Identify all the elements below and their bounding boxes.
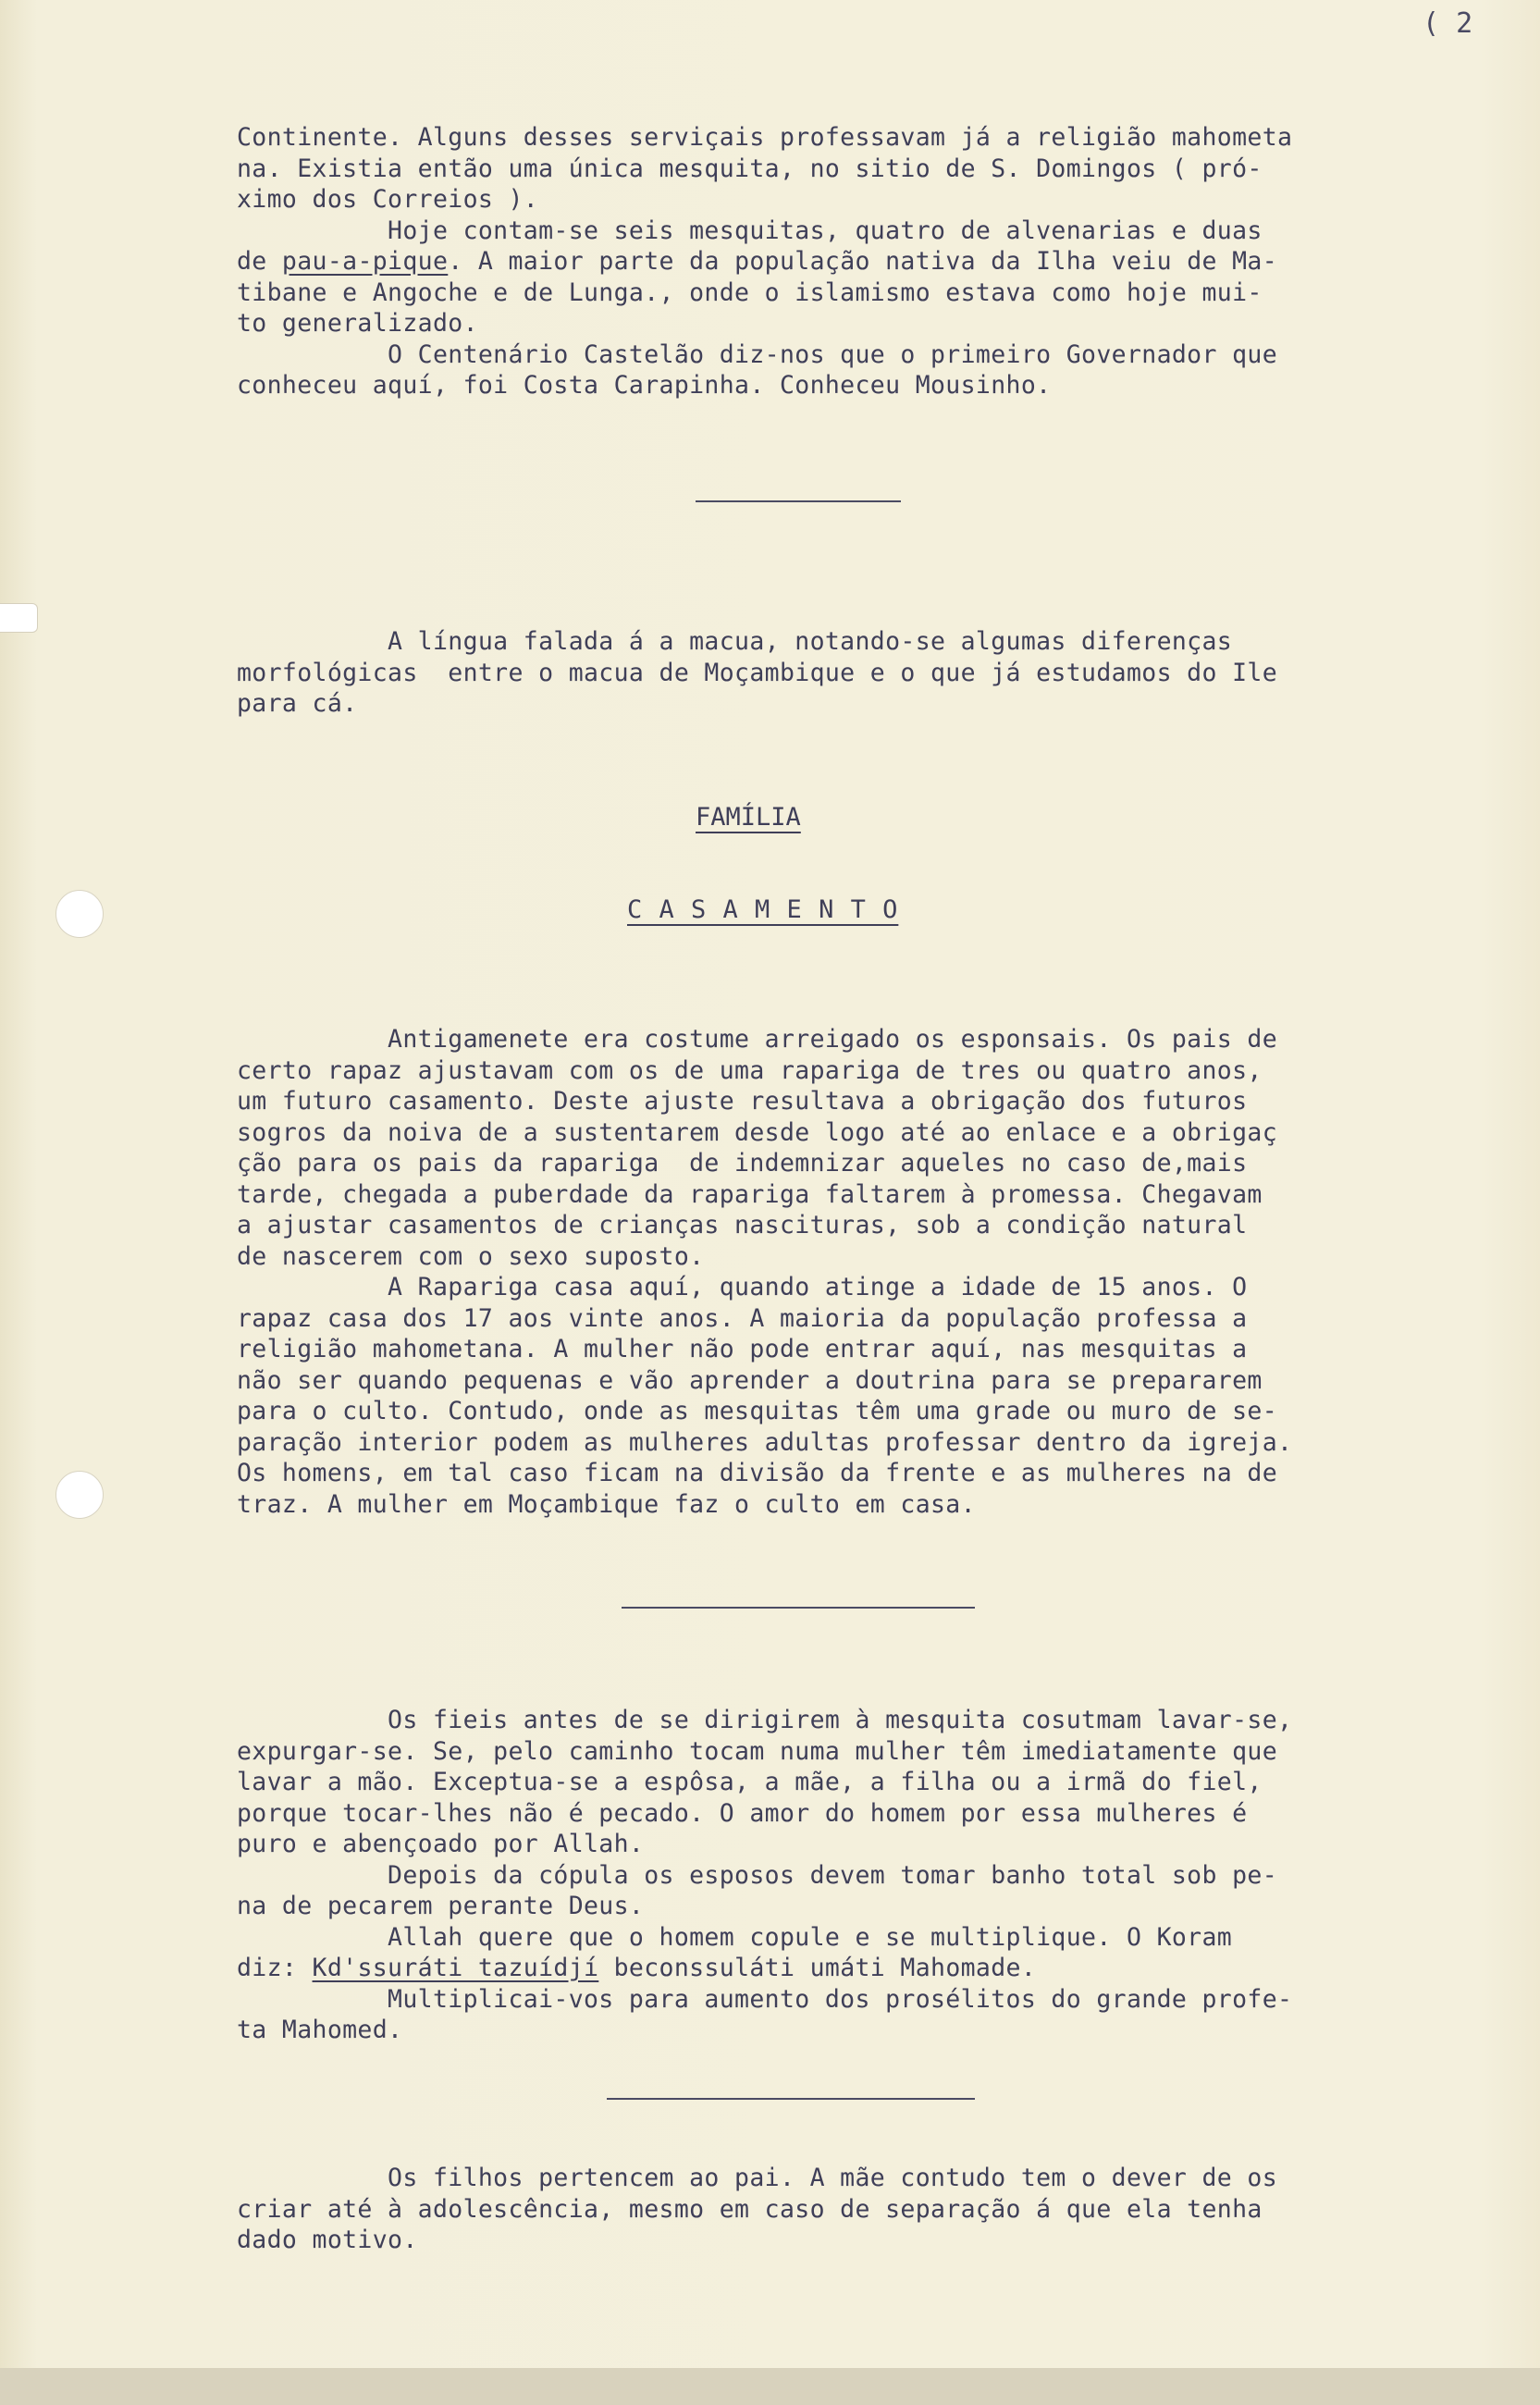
- casamento-line: de nascerem com o sexo suposto.: [237, 1241, 705, 1271]
- language-paragraph: [237, 626, 1277, 720]
- casamento-line: tarde, chegada a puberdade da rapariga faltarem à promessa. Chegavam: [237, 1179, 1263, 1209]
- fieis-line: expurgar-se. Se, pelo caminho tocam numa mulher têm imediatamente que: [237, 1736, 1277, 1766]
- casamento-line: sogros da noiva de a sustentarem desde logo até ao enlace e a obrigaç: [237, 1117, 1277, 1147]
- casamento-line: Antigamenete era costume arreigado os esponsais. Os pais de: [237, 1025, 1277, 1054]
- page-bottom-edge: [0, 2368, 1540, 2405]
- intro-line: na. Existia então uma única mesquita, no sitio de S. Domingos ( pró-: [237, 154, 1263, 183]
- intro-line: Hoje contam-se seis mesquitas, quatro de alvenarias e duas: [237, 216, 1263, 245]
- fieis-line: Allah quere que o homem copule e se multiplique. O Koram: [237, 1922, 1233, 1952]
- paper-tab-mark: [0, 603, 38, 633]
- section-divider: [607, 2098, 975, 2100]
- section-divider: [696, 500, 901, 502]
- fieis-line: Multiplicai-vos para aumento dos prosélitos do grande profe-: [237, 1984, 1293, 2014]
- intro-line: ximo dos Correios ).: [237, 185, 539, 214]
- casamento-line: A Rapariga casa aquí, quando atinge a idade de 15 anos. O: [237, 1273, 1248, 1301]
- fieis-line: ta Mahomed.: [237, 2016, 403, 2044]
- fieis-line: Depois da cópula os esposos devem tomar banho total sob pe-: [237, 1860, 1277, 1890]
- casamento-line: para o culto. Contudo, onde as mesquitas têm uma grade ou muro de se-: [237, 1397, 1277, 1425]
- fieis-paragraph: [237, 1705, 1292, 2046]
- casamento-line: não ser quando pequenas e vão aprender a doutrina para se prepararem: [237, 1365, 1263, 1395]
- casamento-line: ção para os pais da rapariga de indemnizar aqueles no caso de,mais: [237, 1149, 1248, 1178]
- fieis-line: lavar a mão. Exceptua-se a espôsa, a mãe, a filha ou a irmã do fiel,: [237, 1768, 1263, 1796]
- casamento-line: a ajustar casamentos de crianças nascituras, sob a condição natural: [237, 1211, 1248, 1240]
- fieis-line-with-quote: diz: Kd'ssuráti tazuídjí beconssuláti umáti Mahomade.: [237, 1954, 1037, 1982]
- heading-familia: FAMÍLIA: [696, 803, 801, 832]
- underlined-term: pau-a-pique: [281, 247, 449, 276]
- punch-hole-lower: [55, 1471, 104, 1519]
- section-divider: [622, 1607, 975, 1609]
- fieis-line: puro e abençoado por Allah.: [237, 1830, 645, 1858]
- fieis-line: porque tocar-lhes não é pecado. O amor do homem por essa mulheres é: [237, 1798, 1248, 1828]
- language-line: A língua falada á a macua, notando-se algumas diferenças: [237, 627, 1233, 656]
- filhos-paragraph: [237, 2163, 1277, 2256]
- heading-casamento: C A S A M E N T O: [627, 895, 899, 924]
- filhos-line: criar até à adolescência, mesmo em caso de separação á que ela tenha: [237, 2194, 1263, 2224]
- casamento-line: traz. A mulher em Moçambique faz o culto em casa.: [237, 1489, 976, 1519]
- language-line: para cá.: [237, 689, 358, 718]
- intro-paragraph: [237, 122, 1292, 401]
- casamento-line: certo rapaz ajustavam com os de uma rapariga de tres ou quatro anos,: [237, 1055, 1263, 1085]
- intro-line: Continente. Alguns desses serviçais professavam já a religião mahometa: [237, 123, 1293, 152]
- intro-line: tibane e Angoche e de Lunga., onde o islamismo estava como hoje mui-: [237, 278, 1263, 307]
- casamento-line: um futuro casamento. Deste ajuste resultava a obrigação dos futuros: [237, 1087, 1248, 1116]
- casamento-line: rapaz casa dos 17 aos vinte anos. A maioria da população professa a: [237, 1303, 1248, 1333]
- underlined-quote: Kd'ssuráti tazuídjí: [312, 1954, 599, 1982]
- intro-line: conheceu aquí, foi Costa Carapinha. Conheceu Mousinho.: [237, 371, 1052, 400]
- intro-line: to generalizado.: [237, 309, 478, 338]
- intro-line-with-term: de pau-a-pique. A maior parte da população nativa da Ilha veiu de Ma-: [237, 247, 1278, 276]
- intro-line: O Centenário Castelão diz-nos que o primeiro Governador que: [237, 339, 1277, 369]
- language-line: morfológicas entre o macua de Moçambique e o que já estudamos do Ile: [237, 658, 1277, 687]
- page-number: ( 2: [1423, 7, 1473, 40]
- fieis-line: na de pecarem perante Deus.: [237, 1892, 645, 1920]
- filhos-line: dado motivo.: [237, 2226, 418, 2254]
- punch-hole-upper: [55, 890, 104, 938]
- fieis-line: Os fieis antes de se dirigirem à mesquita cosutmam lavar-se,: [237, 1706, 1293, 1734]
- casamento-line: Os homens, em tal caso ficam na divisão da frente e as mulheres na de: [237, 1459, 1277, 1487]
- casamento-line: paração interior podem as mulheres adultas professar dentro da igreja.: [237, 1427, 1293, 1457]
- casamento-paragraph: [237, 1024, 1292, 1520]
- filhos-line: Os filhos pertencem ao pai. A mãe contudo tem o dever de os: [237, 2164, 1277, 2192]
- casamento-line: religião mahometana. A mulher não pode entrar aquí, nas mesquitas a: [237, 1335, 1248, 1363]
